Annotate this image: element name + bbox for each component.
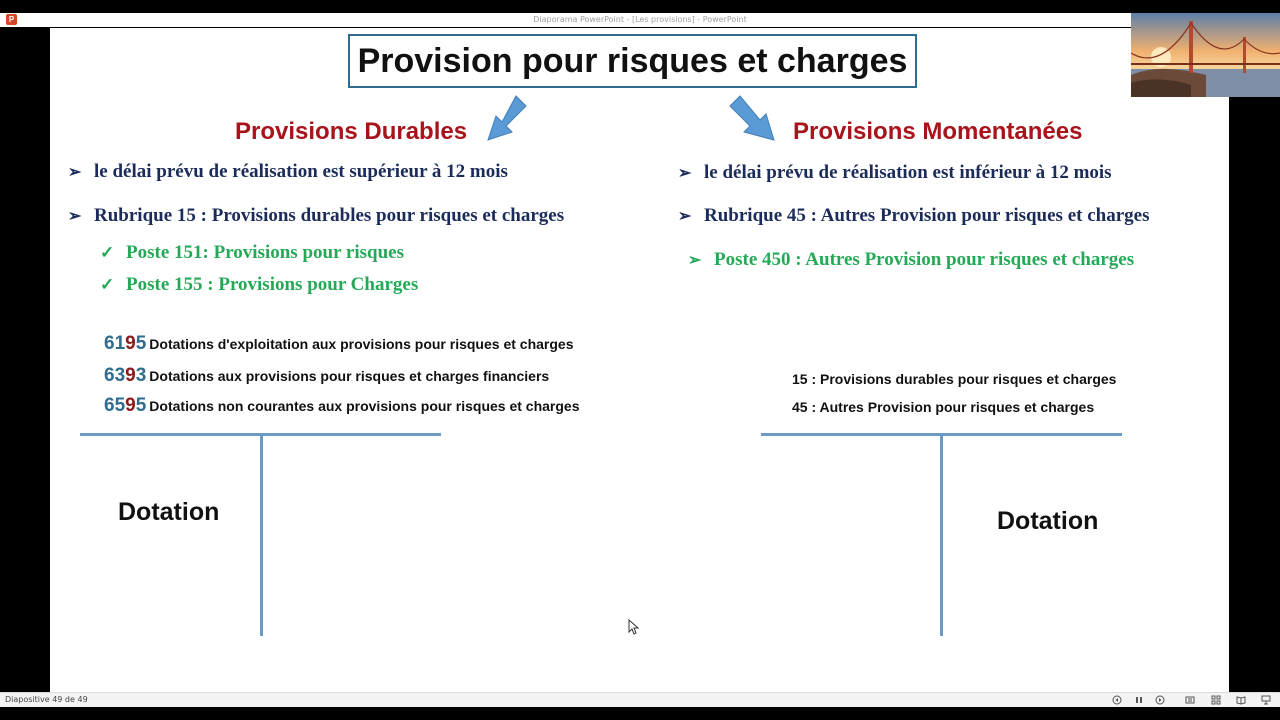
heading-provisions-durables: Provisions Durables: [235, 118, 468, 145]
right-bullet-rubrique: [678, 205, 1149, 227]
left-bullet-rubrique: [68, 205, 564, 227]
right-sub-poste-450: [688, 249, 1134, 271]
normal-view-icon[interactable]: [1185, 695, 1195, 705]
arrow-down-right-icon: [724, 92, 780, 146]
slide-title: Provision pour risques et charges: [357, 41, 908, 80]
window-titlebar: [0, 13, 1280, 27]
slide-sorter-icon[interactable]: [1211, 695, 1221, 705]
mouse-pointer-icon: [628, 619, 640, 635]
left-t-account-vertical: [260, 436, 263, 636]
previous-slide-icon[interactable]: [1112, 695, 1122, 705]
arrow-down-left-icon: [484, 92, 534, 146]
left-sub-poste-151-text: Poste 151: Provisions pour risques: [126, 242, 404, 263]
right-sub-poste-450-text: Poste 450 : Autres Provision pour risques et charges: [714, 249, 1135, 270]
arrow-bullet-icon: ➢: [68, 164, 82, 181]
right-bullet-delay-text: le délai prévu de réalisation est inférieur à 12 mois: [704, 162, 1112, 183]
right-t-account-vertical: [940, 436, 943, 636]
left-bullet-delay: [68, 161, 508, 183]
right-bullet-delay: [678, 162, 1112, 184]
right-note-45: 45 : Autres Provision pour risques et charges: [792, 399, 1095, 415]
slide-canvas[interactable]: [50, 28, 1229, 692]
right-dotation-label: Dotation: [997, 507, 1099, 535]
slide-title-box: [348, 34, 917, 88]
account-6195: 6195 Dotations d'exploitation aux provisions pour risques et charges: [104, 333, 574, 354]
left-bullet-rubrique-text: Rubrique 15 : Provisions durables pour risques et charges: [94, 205, 565, 226]
right-bullet-rubrique-text: Rubrique 45 : Autres Provision pour risques et charges: [704, 205, 1150, 226]
status-bar: [0, 692, 1280, 707]
left-dotation-label: Dotation: [118, 498, 220, 526]
left-bullet-delay-text: le délai prévu de réalisation est supérieur à 12 mois: [94, 161, 508, 182]
arrow-bullet-icon: ➢: [678, 208, 692, 225]
slide-counter: Diapositive 49 de 49: [5, 695, 88, 704]
pause-icon[interactable]: [1134, 695, 1144, 705]
right-note-15: 15 : Provisions durables pour risques et charges: [792, 371, 1117, 387]
arrow-bullet-icon: ➢: [68, 208, 82, 225]
powerpoint-app-icon: P: [6, 14, 17, 25]
left-sub-poste-151: [100, 242, 404, 264]
next-slide-icon[interactable]: [1155, 695, 1165, 705]
reading-view-icon[interactable]: [1236, 695, 1246, 705]
arrow-bullet-icon: ➢: [678, 165, 692, 182]
arrow-bullet-icon: ➢: [688, 252, 702, 269]
heading-provisions-momentanees: Provisions Momentanées: [793, 118, 1083, 145]
left-sub-poste-155: [100, 274, 418, 296]
slideshow-view-icon[interactable]: [1261, 695, 1271, 705]
account-6595: 6595 Dotations non courantes aux provisions pour risques et charges: [104, 395, 580, 416]
window-title: Diaporama PowerPoint - [Les provisions] - PowerPoint: [533, 15, 747, 24]
checkmark-icon: ✓: [100, 243, 115, 262]
account-6393: 6393 Dotations aux provisions pour risques et charges financiers: [104, 365, 550, 386]
checkmark-icon: ✓: [100, 275, 115, 294]
bridge-sunset-image: [1131, 13, 1280, 97]
left-sub-poste-155-text: Poste 155 : Provisions pour Charges: [126, 274, 419, 295]
webcam-overlay: [1131, 13, 1280, 97]
